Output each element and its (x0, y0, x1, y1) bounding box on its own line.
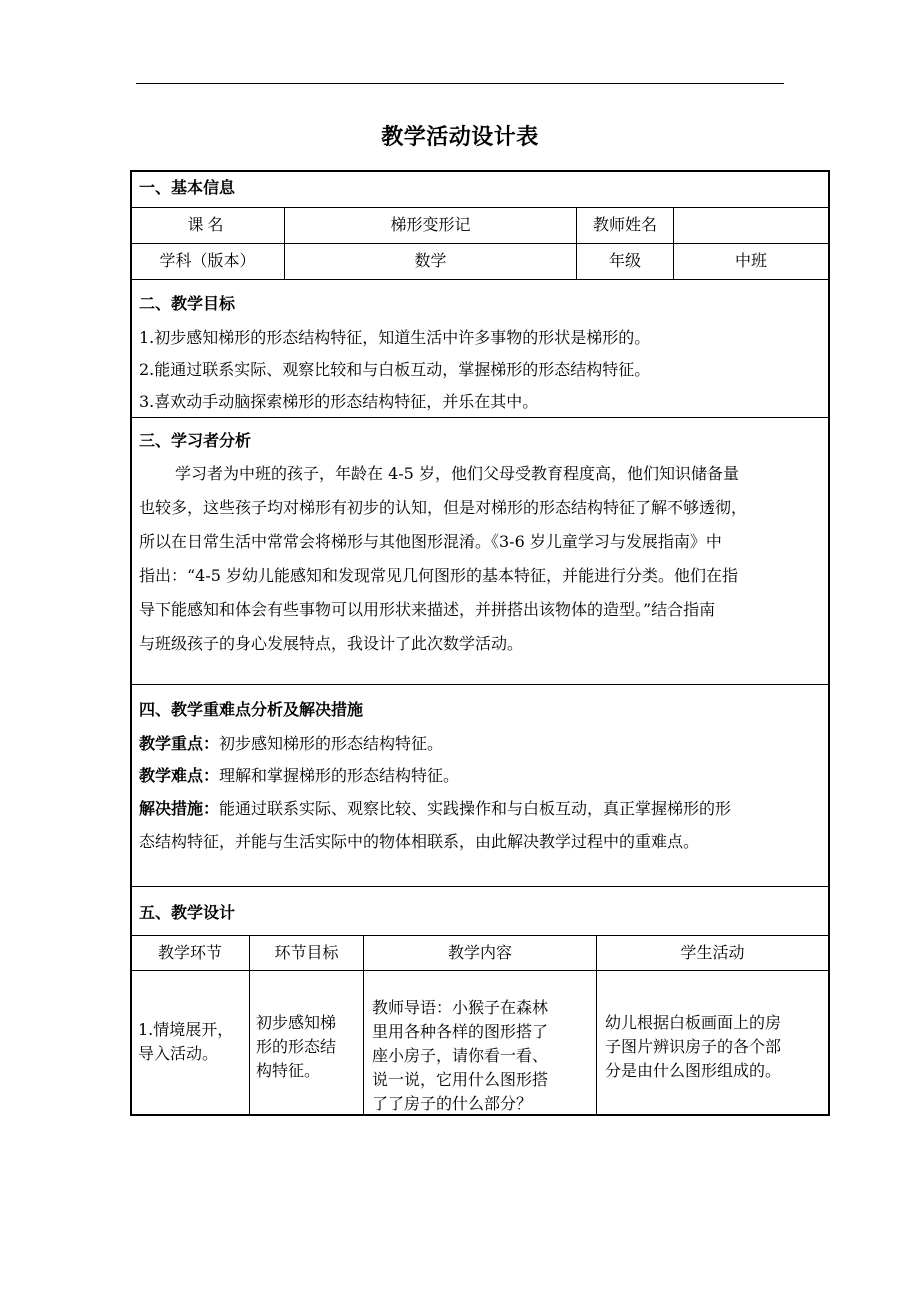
section-heading-goals: 二、教学目标 (139, 294, 236, 313)
cell-line: 分是由什么图形组成的。 (605, 1061, 782, 1080)
column-header-goal: 环节目标 (274, 943, 339, 962)
row-divider (130, 886, 830, 887)
analysis-line: 学习者为中班的孩子，年龄在 4-5 岁，他们父母受教育程度高，他们知识储备量 (175, 464, 739, 483)
table-cell-activity (605, 1011, 781, 1083)
analysis-line: 与班级孩子的身心发展特点，我设计了此次数学活动。 (139, 634, 524, 653)
subject-label: 学科（版本） (159, 251, 256, 270)
cell-line: 里用各种各样的图形搭了 (372, 1022, 549, 1041)
column-header-activity: 学生活动 (680, 943, 745, 962)
cell-line: 了了房子的什么部分？ (372, 1094, 533, 1113)
grade-value: 中班 (734, 251, 767, 270)
cell-line: 构特征。 (256, 1061, 321, 1080)
document-title: 教学活动设计表 (381, 125, 539, 150)
goal-item: 3.喜欢动手动脑探索梯形的形态结构特征，并乐在其中。 (139, 392, 539, 411)
row-divider (130, 279, 830, 280)
difficulty-label: 教学难点： (139, 766, 220, 785)
key-point-line (139, 728, 443, 760)
subject-value: 数学 (414, 251, 447, 270)
solution-text: 能通过联系实际、观察比较、实践操作和与白板互动，真正掌握梯形的形 (219, 799, 732, 818)
cell-line: 1.情境展开， (138, 1020, 234, 1039)
row-divider (130, 684, 830, 685)
cell-line: 形的形态结 (256, 1037, 337, 1056)
header-rule (136, 83, 784, 84)
row-divider (130, 970, 830, 971)
course-label: 课名 (187, 215, 228, 234)
cell-line: 导入活动。 (138, 1044, 219, 1063)
column-header-stage: 教学环节 (157, 943, 222, 962)
column-header-content: 教学内容 (447, 943, 512, 962)
analysis-line: 指出：“4-5 岁幼儿能感知和发现常见几何图形的基本特征，并能进行分类。他们在指 (139, 566, 739, 585)
difficulty-line (139, 760, 459, 792)
section-heading-key-points: 四、教学重难点分析及解决措施 (139, 700, 364, 719)
table-cell-stage (138, 1018, 233, 1066)
section-heading-learner-analysis: 三、学习者分析 (139, 431, 252, 450)
section-heading-basic-info: 一、基本信息 (139, 178, 236, 197)
analysis-line: 导下能感知和体会有些事物可以用形状来描述，并拼搭出该物体的造型。”结合指南 (139, 600, 716, 619)
course-value: 梯形变形记 (390, 215, 471, 234)
solution-line (139, 793, 731, 825)
cell-line: 子图片辨识房子的各个部 (605, 1037, 782, 1056)
cell-line: 座小房子，请你看一看、 (372, 1046, 549, 1065)
cell-line: 说一说，它用什么图形搭 (372, 1070, 549, 1089)
key-point-label: 教学重点： (139, 734, 220, 753)
section-heading-design: 五、教学设计 (139, 903, 236, 922)
goal-item: 2.能通过联系实际、观察比较和与白板互动，掌握梯形的形态结构特征。 (139, 360, 651, 379)
grade-label: 年级 (608, 251, 641, 270)
row-divider (130, 243, 830, 244)
goal-item: 1.初步感知梯形的形态结构特征，知道生活中许多事物的形状是梯形的。 (139, 328, 651, 347)
teacher-label: 教师姓名 (592, 215, 657, 234)
key-point-text: 初步感知梯形的形态结构特征。 (219, 734, 444, 753)
cell-line: 幼儿根据白板画面上的房 (605, 1013, 782, 1032)
difficulty-text: 理解和掌握梯形的形态结构特征。 (219, 766, 460, 785)
row-divider (130, 935, 830, 936)
table-cell-goal (256, 1011, 336, 1083)
analysis-line: 所以在日常生活中常常会将梯形与其他图形混淆。《3-6 岁儿童学习与发展指南》中 (139, 532, 722, 551)
table-cell-content (372, 996, 548, 1116)
cell-line: 初步感知梯 (256, 1013, 337, 1032)
row-divider (130, 207, 830, 208)
cell-line: 教师导语：小猴子在森林 (372, 998, 549, 1017)
solution-line: 态结构特征，并能与生活实际中的物体相联系，由此解决教学过程中的重难点。 (139, 832, 700, 851)
solution-label: 解决措施： (139, 799, 220, 818)
analysis-line: 也较多，这些孩子均对梯形有初步的认知，但是对梯形的形态结构特征了解不够透彻， (139, 498, 748, 517)
